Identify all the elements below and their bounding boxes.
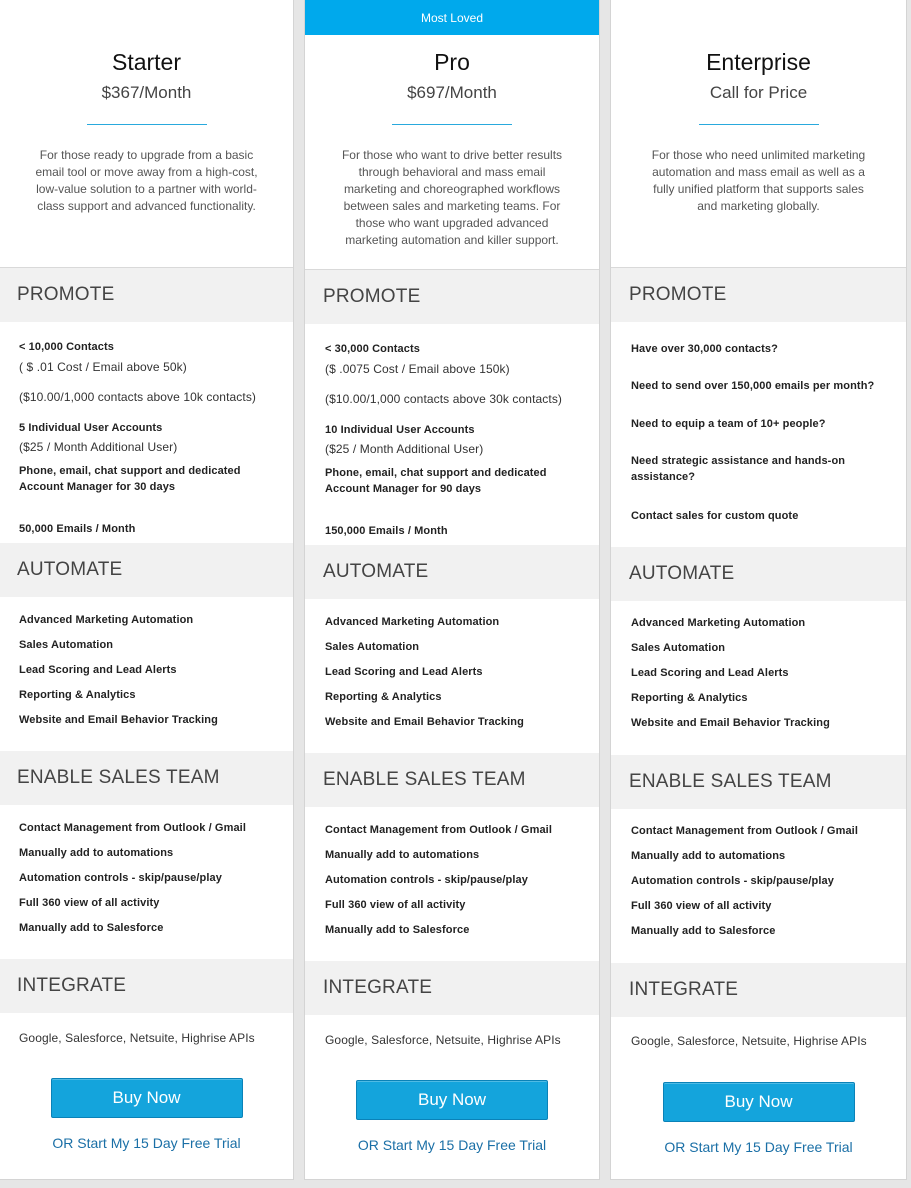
free-trial-link[interactable]: OR Start My 15 Day Free Trial <box>357 1137 547 1153</box>
feature-item: Advanced Marketing Automation <box>631 617 806 629</box>
section-title-integrate: INTEGRATE <box>305 961 599 1015</box>
feature-item: Advanced Marketing Automation <box>325 616 500 628</box>
feature-item: ($10.00/1,000 contacts above 10k contacts) <box>19 390 257 404</box>
section-title-enable-sales-team: ENABLE SALES TEAM <box>305 753 599 807</box>
feature-item: Google, Salesforce, Netsuite, Highrise APIs <box>19 1031 255 1045</box>
feature-item: Manually add to automations <box>631 850 786 862</box>
feature-item: Contact sales for custom quote <box>631 510 799 522</box>
most-loved-banner: Most Loved <box>305 0 599 35</box>
feature-item: Manually add to automations <box>19 847 174 859</box>
buy-now-button[interactable]: Buy Now <box>51 1078 243 1118</box>
divider <box>392 124 512 125</box>
feature-item: Website and Email Behavior Tracking <box>19 714 218 726</box>
section-title-enable-sales-team: ENABLE SALES TEAM <box>0 751 293 805</box>
feature-item: Need to equip a team of 10+ people? <box>631 418 826 430</box>
feature-item: Manually add to automations <box>325 849 480 861</box>
feature-item: Need strategic assistance and hands-on assistance? <box>631 455 846 483</box>
plan-name: Pro <box>434 49 470 75</box>
feature-item: Contact Management from Outlook / Gmail <box>631 825 858 837</box>
divider <box>699 124 819 125</box>
feature-item: < 30,000 Contacts <box>325 343 420 355</box>
feature-item: Website and Email Behavior Tracking <box>325 716 524 728</box>
plan-price: Call for Price <box>709 83 808 102</box>
feature-item: Contact Management from Outlook / Gmail <box>325 824 552 836</box>
feature-item: Sales Automation <box>631 642 726 654</box>
feature-item: Advanced Marketing Automation <box>19 614 194 626</box>
feature-item: Have over 30,000 contacts? <box>631 343 778 355</box>
feature-item: Contact Management from Outlook / Gmail <box>19 822 246 834</box>
feature-item: 150,000 Emails / Month <box>325 525 448 537</box>
feature-item: Phone, email, chat support and dedicated Account Manager for 90 days <box>325 467 547 495</box>
feature-item: Website and Email Behavior Tracking <box>631 717 830 729</box>
divider <box>87 124 207 125</box>
feature-item: Reporting & Analytics <box>631 692 748 704</box>
plan-description: For those who want to drive better results through behavioral and mass email marketing and choreographed workflows between sales and marketing teams. For those who want upgraded advanced marketing automation and killer support. <box>341 148 563 247</box>
feature-item: Manually add to Salesforce <box>631 925 776 937</box>
feature-item: Automation controls - skip/pause/play <box>631 875 834 887</box>
section-title-promote: PROMOTE <box>0 268 293 322</box>
feature-item: Manually add to Salesforce <box>325 924 470 936</box>
feature-item: Sales Automation <box>19 639 114 651</box>
feature-item: 50,000 Emails / Month <box>19 523 136 535</box>
feature-item: Lead Scoring and Lead Alerts <box>631 667 789 679</box>
plan-description: For those who need unlimited marketing automation and mass email as well as a fully unified platform that supports sales and marketing globally. <box>651 148 866 213</box>
feature-item: Google, Salesforce, Netsuite, Highrise APIs <box>325 1033 561 1047</box>
plan-card-enterprise <box>610 0 907 1180</box>
feature-item: Phone, email, chat support and dedicated Account Manager for 30 days <box>19 465 241 493</box>
plan-header <box>0 0 293 268</box>
feature-item: Reporting & Analytics <box>325 691 442 703</box>
feature-item: ($10.00/1,000 contacts above 30k contacts) <box>325 392 563 406</box>
buy-now-button[interactable]: Buy Now <box>663 1082 855 1122</box>
feature-item: < 10,000 Contacts <box>19 341 114 353</box>
feature-item: Lead Scoring and Lead Alerts <box>325 666 483 678</box>
feature-item: Full 360 view of all activity <box>631 900 772 912</box>
feature-item: Need to send over 150,000 emails per month? <box>631 380 875 392</box>
feature-item: Full 360 view of all activity <box>19 897 160 909</box>
plan-price: $367/Month <box>101 83 192 102</box>
section-title-promote: PROMOTE <box>305 270 599 324</box>
feature-item: Manually add to Salesforce <box>19 922 164 934</box>
feature-item: ($ .0075 Cost / Email above 150k) <box>325 362 510 376</box>
section-title-automate: AUTOMATE <box>305 545 599 599</box>
free-trial-link[interactable]: OR Start My 15 Day Free Trial <box>664 1139 853 1155</box>
section-title-integrate: INTEGRATE <box>611 963 906 1017</box>
feature-item: ( $ .01 Cost / Email above 50k) <box>19 360 187 374</box>
plan-card-pro <box>304 0 600 1180</box>
section-title-promote: PROMOTE <box>611 268 906 322</box>
buy-now-button[interactable]: Buy Now <box>356 1080 548 1120</box>
feature-item: Sales Automation <box>325 641 420 653</box>
feature-item: ($25 / Month Additional User) <box>325 442 484 456</box>
feature-item: Google, Salesforce, Netsuite, Highrise APIs <box>631 1034 867 1048</box>
feature-item: 10 Individual User Accounts <box>325 424 475 436</box>
feature-item: Reporting & Analytics <box>19 689 136 701</box>
feature-item: Automation controls - skip/pause/play <box>325 874 528 886</box>
plan-header <box>305 0 599 270</box>
feature-item: Automation controls - skip/pause/play <box>19 872 222 884</box>
section-title-integrate: INTEGRATE <box>0 959 293 1013</box>
feature-item: Full 360 view of all activity <box>325 899 466 911</box>
plan-name: Starter <box>111 49 182 75</box>
feature-item: ($25 / Month Additional User) <box>19 440 178 454</box>
section-title-enable-sales-team: ENABLE SALES TEAM <box>611 755 906 809</box>
feature-item: 5 Individual User Accounts <box>19 422 163 434</box>
free-trial-link[interactable]: OR Start My 15 Day Free Trial <box>52 1135 241 1151</box>
plan-card-starter <box>0 0 294 1180</box>
section-title-automate: AUTOMATE <box>611 547 906 601</box>
feature-item: Lead Scoring and Lead Alerts <box>19 664 177 676</box>
plan-price: $697/Month <box>407 83 497 102</box>
plan-name: Enterprise <box>706 49 811 75</box>
plan-description: For those ready to upgrade from a basic email tool or move away from a high-cost, low-value solution to a partner with world-class support and advanced functionality. <box>35 148 258 213</box>
section-title-automate: AUTOMATE <box>0 543 293 597</box>
plan-header <box>611 0 906 268</box>
